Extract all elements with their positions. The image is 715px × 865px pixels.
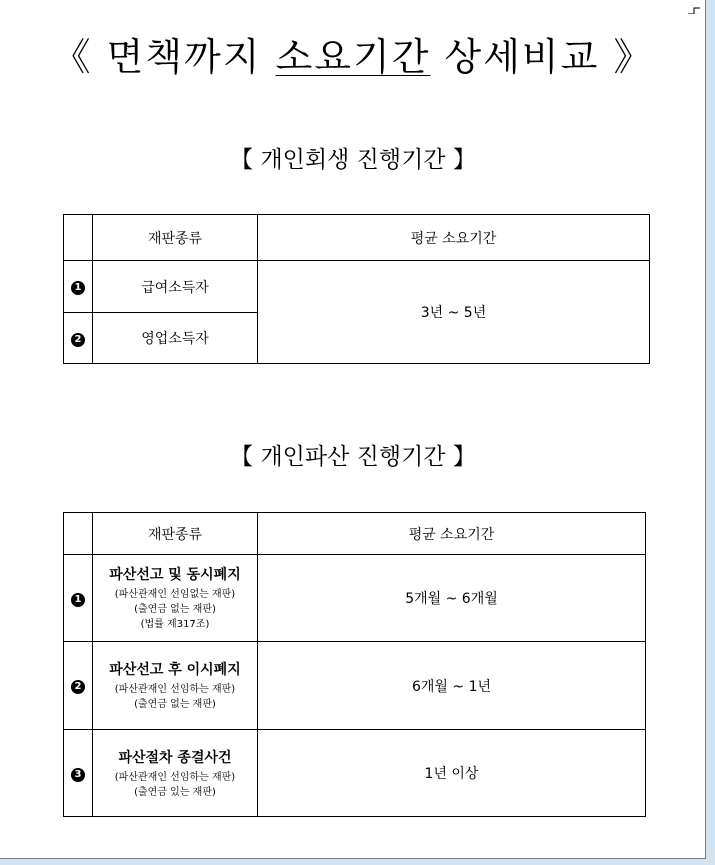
- corner-mark-icon: [688, 2, 700, 14]
- rehab-table: [63, 214, 650, 364]
- bankruptcy-header-type: 재판종류: [93, 513, 258, 555]
- case-type-note: (출연금 없는 재판): [134, 699, 216, 710]
- row-number-cell: [64, 730, 93, 817]
- case-type-note: (파산관재인 선임하는 재판): [114, 771, 236, 783]
- case-type-cell: [93, 555, 258, 642]
- title-bracket-left: 《: [52, 35, 93, 79]
- case-type-note: (출연금 있는 재판): [134, 786, 216, 798]
- period-cell: 1년 이상: [258, 730, 646, 817]
- bankruptcy-table: [63, 512, 646, 817]
- bankruptcy-header-period: 평균 소요기간: [258, 513, 646, 555]
- row-number-cell: [64, 313, 93, 364]
- case-type-main: 파산절차 종결사건: [118, 749, 232, 766]
- rehab-heading: 【 개인회생 진행기간 】: [230, 147, 476, 173]
- row-number-cell: [64, 642, 93, 730]
- title-part-2: 소요기간: [275, 35, 431, 79]
- circled-number-icon: 1: [71, 281, 85, 295]
- case-type-note: (파산관재인 선임없는 재판): [114, 589, 236, 600]
- circled-number-icon: 2: [71, 680, 85, 694]
- period-cell: 6개월 ~ 1년: [258, 642, 646, 730]
- bankruptcy-header-num: [64, 513, 93, 555]
- rehab-header-row: [64, 215, 650, 261]
- case-type-note: (법률 제317조): [140, 619, 210, 630]
- case-type-main: 파산선고 및 동시폐지: [109, 567, 241, 583]
- table-row: [64, 261, 650, 313]
- circled-number-icon: 2: [71, 333, 85, 347]
- row-number-cell: [64, 555, 93, 642]
- case-type-note: (출연금 없는 재판): [134, 604, 216, 615]
- circled-number-icon: 3: [71, 768, 85, 782]
- page-title: [0, 26, 706, 81]
- table-row: [64, 642, 646, 730]
- table-row: [64, 555, 646, 642]
- bankruptcy-heading: 【 개인파산 진행기간 】: [230, 444, 476, 470]
- period-cell: 5개월 ~ 6개월: [258, 555, 646, 642]
- case-type-cell: 영업소득자: [93, 313, 258, 364]
- bankruptcy-header-row: [64, 513, 646, 555]
- title-bracket-right: 》: [613, 35, 654, 79]
- table-row: [64, 730, 646, 817]
- case-type-note: (파산관재인 선임하는 재판): [114, 684, 236, 695]
- case-type-cell: 급여소득자: [93, 261, 258, 313]
- title-part-3: 상세비교: [444, 35, 600, 79]
- row-number-cell: [64, 261, 93, 313]
- rehab-header-type: 재판종류: [93, 215, 258, 261]
- rehab-period-cell: 3년 ~ 5년: [258, 261, 650, 364]
- case-type-cell: [93, 642, 258, 730]
- rehab-header-num: [64, 215, 93, 261]
- rehab-header-period: 평균 소요기간: [258, 215, 650, 261]
- case-type-cell: [93, 730, 258, 817]
- circled-number-icon: 1: [71, 593, 85, 607]
- case-type-main: 파산선고 후 이시폐지: [109, 662, 241, 678]
- title-part-1: 면책까지: [106, 35, 262, 79]
